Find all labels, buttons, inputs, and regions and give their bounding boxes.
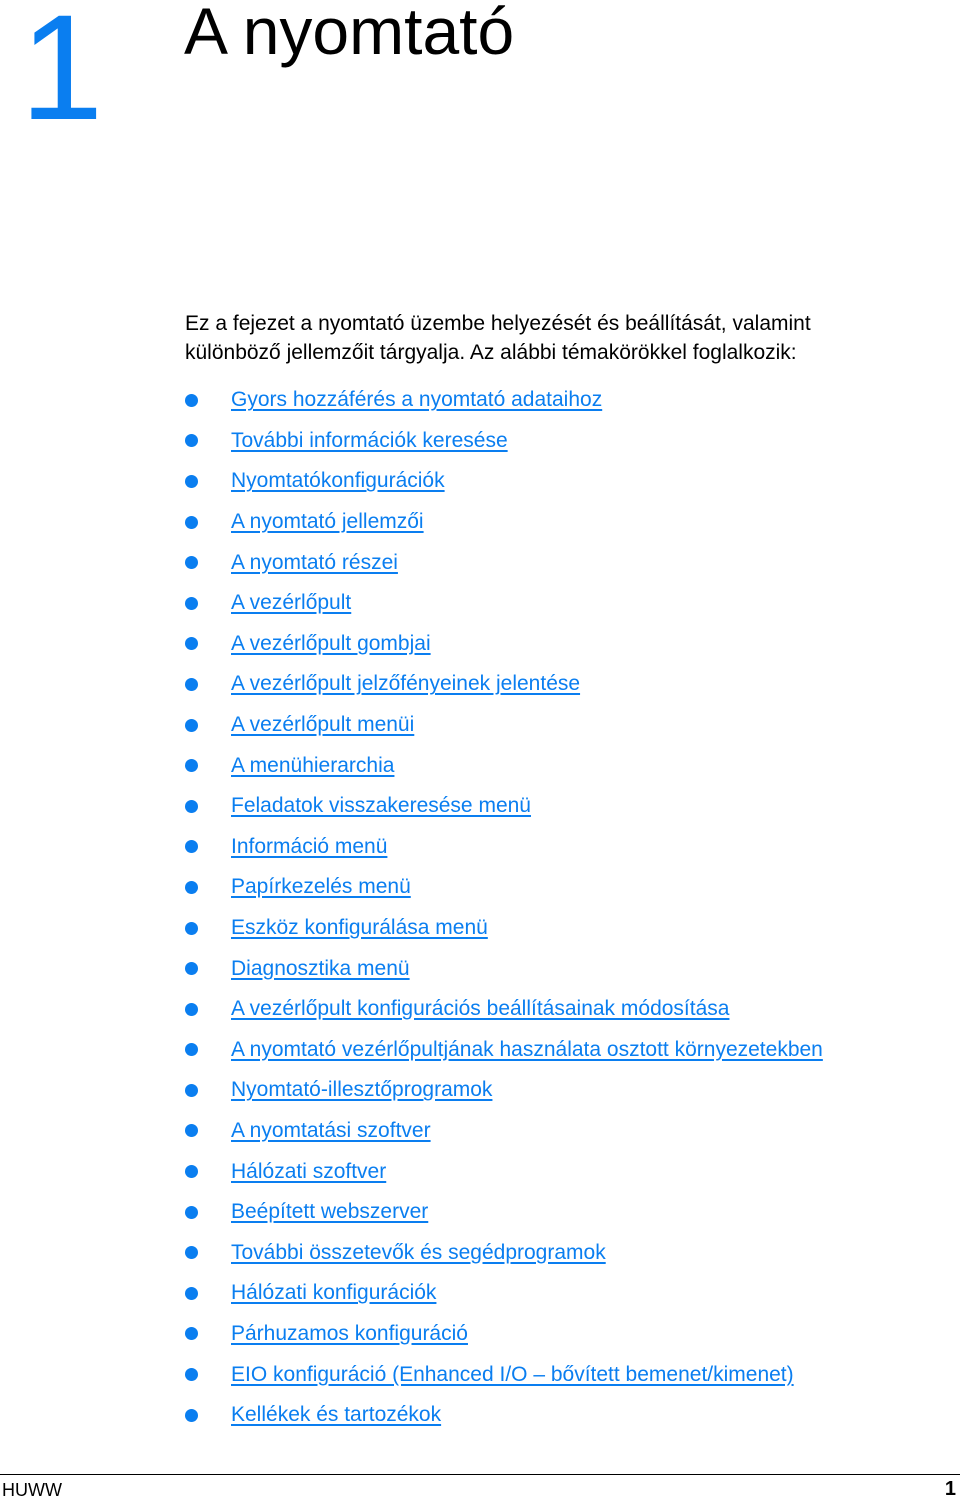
topic-link[interactable]: A vezérlőpult menüi <box>231 713 415 737</box>
topic-link[interactable]: Nyomtató-illesztőprogramok <box>231 1078 493 1102</box>
bullet-icon <box>185 881 198 894</box>
bullet-icon <box>185 678 198 691</box>
topic-link[interactable]: A vezérlőpult gombjai <box>231 631 431 655</box>
bullet-icon <box>185 1327 198 1340</box>
chapter-title: A nyomtató <box>184 0 515 68</box>
bullet-icon <box>185 1206 198 1219</box>
topic-link[interactable]: A nyomtató részei <box>231 550 398 574</box>
topic-link[interactable]: További információk keresése <box>231 428 508 452</box>
list-item <box>185 867 823 908</box>
bullet-icon <box>185 840 198 853</box>
bullet-icon <box>185 1246 198 1259</box>
bullet-icon <box>185 475 198 488</box>
list-item <box>185 908 823 949</box>
chapter-number: 1 <box>20 0 100 151</box>
bullet-icon <box>185 556 198 569</box>
list-item <box>185 1232 823 1273</box>
bullet-icon <box>185 1368 198 1381</box>
topic-link[interactable]: Eszköz konfigurálása menü <box>231 916 488 940</box>
footer-doc-code: HUWW <box>2 1480 62 1500</box>
bullet-icon <box>185 719 198 732</box>
topic-link[interactable]: Párhuzamos konfiguráció <box>231 1321 468 1345</box>
footer-rule <box>0 1474 960 1475</box>
topic-link[interactable]: Hálózati konfigurációk <box>231 1281 437 1305</box>
topic-link[interactable]: EIO konfiguráció (Enhanced I/O – bővített bemenet/kimenet) <box>231 1362 794 1386</box>
topic-link[interactable]: Beépített webszerver <box>231 1200 429 1224</box>
topic-link[interactable]: Gyors hozzáférés a nyomtató adataihoz <box>231 388 603 412</box>
list-item <box>185 542 823 583</box>
topic-link[interactable]: Papírkezelés menü <box>231 875 411 899</box>
bullet-icon <box>185 922 198 935</box>
bullet-icon <box>185 516 198 529</box>
list-item <box>185 502 823 543</box>
bullet-icon <box>185 759 198 772</box>
topic-link[interactable]: A nyomtatási szoftver <box>231 1118 431 1142</box>
topic-link[interactable]: Nyomtatókonfigurációk <box>231 469 445 493</box>
list-item <box>185 1070 823 1111</box>
topic-link[interactable]: Feladatok visszakeresése menü <box>231 794 531 818</box>
topic-link[interactable]: Hálózati szoftver <box>231 1159 387 1183</box>
bullet-icon <box>185 1165 198 1178</box>
list-item <box>185 380 823 421</box>
list-item <box>185 1111 823 1152</box>
list-item <box>185 664 823 705</box>
list-item <box>185 1192 823 1233</box>
list-item <box>185 1273 823 1314</box>
intro-paragraph: Ez a fejezet a nyomtató üzembe helyezését és beállítását, valamint különböző jellemzőit tárgyalja. Az alábbi témakörökkel foglalkozik: <box>185 312 811 364</box>
list-item <box>185 1151 823 1192</box>
list-item <box>185 1030 823 1071</box>
bullet-icon <box>185 1287 198 1300</box>
topic-link[interactable]: További összetevők és segédprogramok <box>231 1240 606 1264</box>
bullet-icon <box>185 800 198 813</box>
list-item <box>185 989 823 1030</box>
topic-link[interactable]: Információ menü <box>231 834 388 858</box>
bullet-icon <box>185 597 198 610</box>
topic-list <box>185 380 823 1435</box>
list-item <box>185 745 823 786</box>
bullet-icon <box>185 962 198 975</box>
list-item <box>185 948 823 989</box>
bullet-icon <box>185 1409 198 1422</box>
topic-link[interactable]: A menühierarchia <box>231 753 395 777</box>
list-item <box>185 421 823 462</box>
bullet-icon <box>185 1124 198 1137</box>
list-item <box>185 786 823 827</box>
bullet-icon <box>185 1084 198 1097</box>
bullet-icon <box>185 1043 198 1056</box>
bullet-icon <box>185 637 198 650</box>
list-item <box>185 705 823 746</box>
topic-link[interactable]: Diagnosztika menü <box>231 956 410 980</box>
bullet-icon <box>185 1003 198 1016</box>
topic-link[interactable]: A nyomtató vezérlőpultjának használata osztott környezetekben <box>231 1037 823 1061</box>
list-item <box>185 461 823 502</box>
topic-link[interactable]: Kellékek és tartozékok <box>231 1403 442 1427</box>
topic-link[interactable]: A vezérlőpult <box>231 591 352 615</box>
topic-link[interactable]: A vezérlőpult jelzőfényeinek jelentése <box>231 672 581 696</box>
bullet-icon <box>185 434 198 447</box>
topic-link[interactable]: A nyomtató jellemzői <box>231 510 424 534</box>
bullet-icon <box>185 394 198 407</box>
topic-link[interactable]: A vezérlőpult konfigurációs beállításainak módosítása <box>231 997 730 1021</box>
list-item <box>185 624 823 665</box>
list-item <box>185 583 823 624</box>
page-number: 1 <box>944 1478 956 1500</box>
list-item <box>185 827 823 868</box>
list-item <box>185 1314 823 1355</box>
list-item <box>185 1354 823 1395</box>
list-item <box>185 1395 823 1436</box>
